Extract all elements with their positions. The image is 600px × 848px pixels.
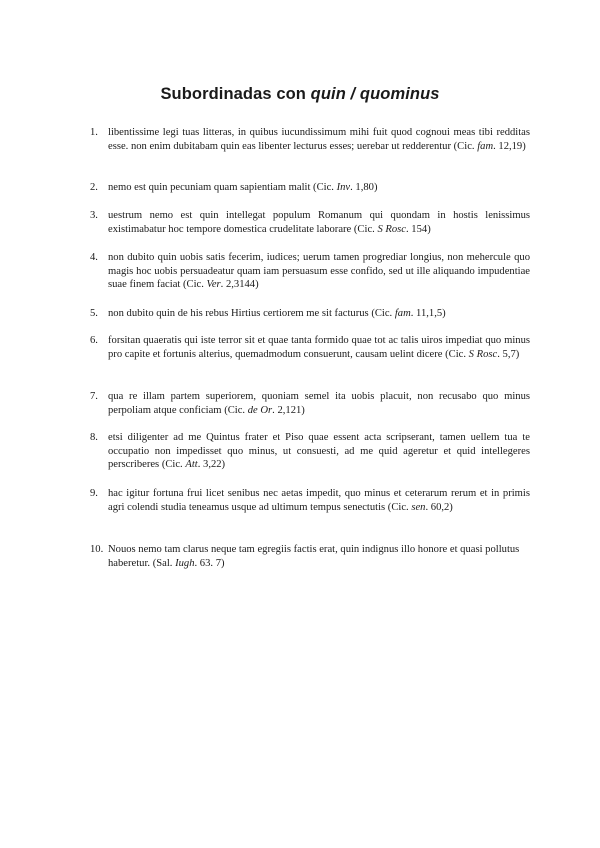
item-text [108,390,530,417]
item-text [108,431,530,472]
list-item [90,181,530,195]
item-citation: . 5,7) [497,348,520,360]
title-emphasis: quin / quominus [310,85,440,103]
item-text [108,126,530,153]
item-text [108,487,530,514]
item-body: etsi diligenter ad me Quintus frater et Piso quae essent acta scripserant, tamen uellem tua te occupatio non impedisset quo minus, ut consuesti, ad me quid ageretur et quid intellegeres perscriberes (Cic. [108,432,530,470]
item-number: 4. [90,252,98,263]
item-reference: fam [394,308,411,319]
list-item [90,307,530,321]
list-item [90,487,530,514]
item-body: non dubito quin uobis satis fecerim, iudices; uerum tamen progrediar longius, non mehercule quo magis hoc uobis persuadeatur quam iam persuasum esse confido, sed ut ille aliquando impudentiae suae finem faciat (Cic. [108,252,530,290]
item-body: nemo est quin pecuniam quam sapientiam malit (Cic. [108,182,337,193]
item-citation: . 3,22) [197,459,226,470]
item-number: 7. [90,391,98,402]
item-text [108,307,530,321]
item-body: uestrum nemo est quin intellegat populum Romanum qui quondam in hostis lenissimus existimabatur hoc tempore domestica crudelitate laborare (Cic. [108,210,530,235]
list-item [90,209,530,236]
item-number: 3. [90,210,98,221]
item-citation: . 2,121) [272,404,305,416]
item-reference: Att [185,459,198,470]
list-item [90,126,530,153]
item-number: 8. [90,432,98,443]
item-number: 1. [90,127,98,138]
item-body: Nouos nemo tam clarus neque tam egregiis factis erat, quin indignus illo honore et quasi pollutus haberetur. (Sal. [108,544,520,569]
list-item [90,251,530,292]
item-number: 6. [90,335,98,346]
item-reference: S Rosc [468,348,498,360]
item-text [108,334,530,361]
item-number: 5. [90,308,98,319]
item-reference: sen [411,501,426,513]
list-item [90,334,530,361]
item-text [108,181,530,195]
item-citation: . 60,2) [425,501,453,513]
list-item [90,543,530,570]
item-citation: . 2,3144) [220,279,259,290]
item-body: non dubito quin de his rebus Hirtius certiorem me sit facturus (Cic. [108,308,395,319]
item-reference: Iugh [175,557,195,569]
item-body: forsitan quaeratis qui iste terror sit et quae tanta formido quae tot ac talis uiros impediat quo minus pro capite et fortunis alterius, quemadmodum consuerunt, causam uelint dicere (Cic. [108,335,530,360]
list-item [90,390,530,417]
item-reference: Inv [336,182,351,193]
item-citation: . 63. 7) [194,557,225,569]
item-number: 10. [90,544,104,555]
item-reference: Ver [206,279,221,290]
item-number: 2. [90,182,98,193]
item-reference: S Rosc [377,223,406,235]
item-citation: . 12,19) [493,140,526,152]
item-citation: . 1,80) [350,182,378,193]
title-prefix: Subordinadas con [160,85,311,103]
item-reference: fam [477,140,494,152]
item-reference: de Or [247,404,273,416]
item-text [108,543,530,570]
item-body: libentissime legi tuas litteras, in quibus iucundissimum mihi fuit quod cognoui meas tibi redditas esse. non enim dubitabam quin eas libenter lecturus esses; uerebar ut redderentur (Cic. [108,127,530,152]
page-title [0,84,600,104]
list-item [90,431,530,472]
item-body: hac igitur fortuna frui licet senibus nec aetas impedit, quo minus et ceterarum rerum et in primis agri colendi studia teneamus usque ad ultimum tempus senectutis (Cic. [108,488,530,513]
item-text [108,209,530,236]
item-number: 9. [90,488,98,499]
item-citation: . 11,1,5) [410,308,446,319]
item-body: qua re illam partem superiorem, quoniam semel ita uobis placuit, non recusabo quo minus perpoliam atque conficiam (Cic. [108,391,530,416]
item-text [108,251,530,292]
item-citation: . 154) [406,223,431,235]
